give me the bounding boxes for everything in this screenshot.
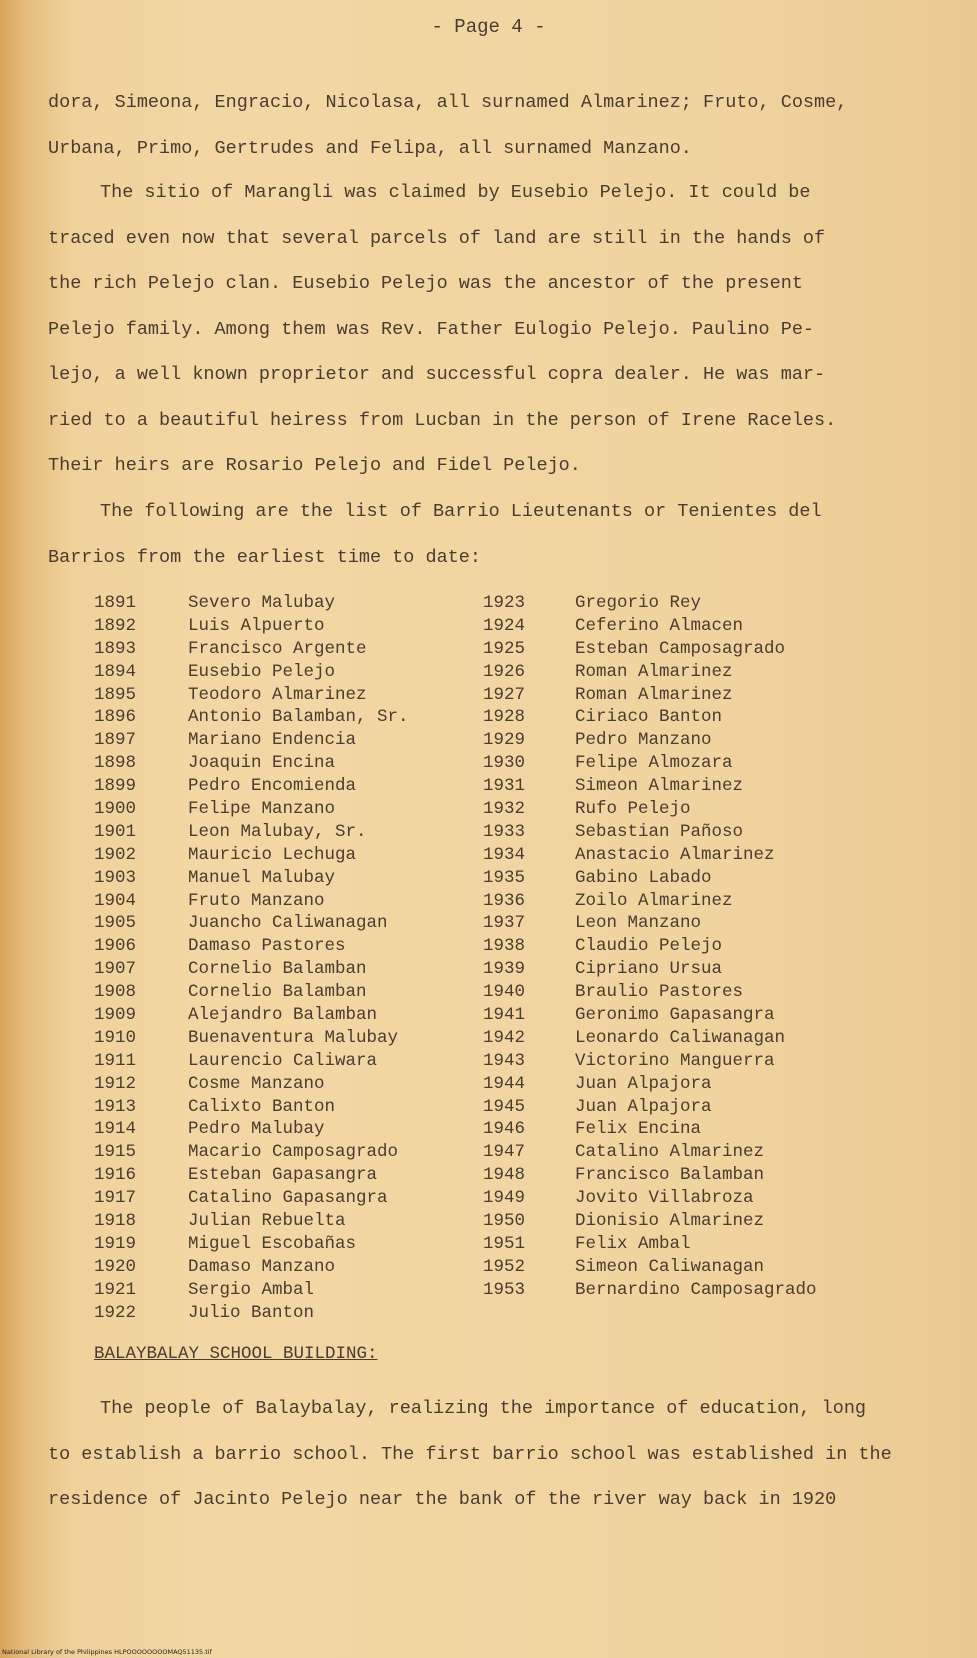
table-row (94, 1210, 875, 1233)
text-line: dora, Simeona, Engracio, Nicolasa, all surnamed Almarinez; Fruto, Cosme, (48, 92, 848, 113)
name-cell: Alejandro Balamban (188, 1005, 378, 1026)
name-cell: Rufo Pelejo (575, 799, 691, 820)
name-cell: Cosme Manzano (188, 1073, 325, 1094)
year-cell: 1951 (483, 1233, 526, 1254)
year-cell: 1926 (483, 661, 526, 682)
name-cell: Mauricio Lechuga (188, 844, 357, 865)
table-row (94, 821, 875, 844)
table-row (94, 684, 875, 707)
name-cell: Ciriaco Banton (575, 707, 723, 728)
year-cell: 1916 (94, 1165, 137, 1186)
name-cell: Leon Manzano (575, 913, 702, 934)
year-cell: 1908 (94, 982, 137, 1003)
table-row (94, 958, 875, 981)
name-cell: Simeon Caliwanagan (575, 1256, 765, 1277)
year-cell: 1952 (483, 1256, 526, 1277)
page-number-header: - Page 4 - (431, 16, 546, 38)
table-row (94, 729, 875, 752)
name-cell: Juancho Caliwanagan (188, 913, 388, 934)
year-cell: 1920 (94, 1256, 137, 1277)
name-cell: Eusebio Pelejo (188, 661, 336, 682)
name-cell: Claudio Pelejo (575, 936, 723, 957)
table-row (94, 752, 875, 775)
year-cell: 1944 (483, 1073, 526, 1094)
year-cell: 1904 (94, 890, 137, 911)
text-line: Their heirs are Rosario Pelejo and Fidel Pelejo. (48, 455, 581, 476)
year-cell: 1895 (94, 684, 137, 705)
name-cell: Macario Camposagrado (188, 1142, 399, 1163)
name-cell: Julio Banton (188, 1302, 315, 1323)
table-row (94, 1187, 875, 1210)
year-cell: 1929 (483, 730, 526, 751)
name-cell: Sebastian Pañoso (575, 821, 744, 842)
name-cell: Juan Alpajora (575, 1073, 712, 1094)
year-cell: 1928 (483, 707, 526, 728)
year-cell: 1893 (94, 638, 137, 659)
year-cell: 1900 (94, 799, 137, 820)
text-line: The people of Balaybalay, realizing the importance of education, long (100, 1398, 867, 1419)
year-cell: 1901 (94, 821, 137, 842)
name-cell: Roman Almarinez (575, 661, 733, 682)
name-cell: Leonardo Caliwanagan (575, 1027, 786, 1048)
year-cell: 1925 (483, 638, 526, 659)
name-cell: Sergio Ambal (188, 1279, 315, 1300)
name-cell: Cipriano Ursua (575, 959, 723, 980)
table-row (94, 1233, 875, 1256)
year-cell: 1918 (94, 1211, 137, 1232)
name-cell: Gabino Labado (575, 867, 712, 888)
name-cell: Geronimo Gapasangra (575, 1005, 775, 1026)
year-cell: 1912 (94, 1073, 137, 1094)
name-cell: Catalino Gapasangra (188, 1188, 388, 1209)
table-row (94, 1050, 875, 1073)
name-cell: Anastacio Almarinez (575, 844, 775, 865)
text-line: Urbana, Primo, Gertrudes and Felipa, all surnamed Manzano. (48, 137, 692, 159)
name-cell: Joaquin Encina (188, 753, 336, 774)
name-cell: Esteban Camposagrado (575, 638, 786, 659)
text-line: lejo, a well known proprietor and successful copra dealer. He was mar- (48, 364, 826, 385)
name-cell: Pedro Manzano (575, 730, 712, 751)
paragraph-heirs (48, 80, 948, 171)
name-cell: Esteban Gapasangra (188, 1165, 378, 1186)
year-cell: 1909 (94, 1005, 137, 1026)
year-cell: 1943 (483, 1050, 526, 1071)
lieutenants-list (94, 592, 875, 1325)
table-row (94, 638, 875, 661)
year-cell: 1953 (483, 1279, 526, 1300)
table-row (94, 1256, 875, 1279)
table-row (94, 935, 875, 958)
paragraph-list-intro (48, 489, 948, 580)
name-cell: Catalino Almarinez (575, 1142, 765, 1163)
name-cell: Mariano Endencia (188, 730, 357, 751)
table-row (94, 1096, 875, 1119)
year-cell: 1947 (483, 1142, 526, 1163)
year-cell: 1913 (94, 1096, 137, 1117)
year-cell: 1906 (94, 936, 137, 957)
table-row (94, 1302, 875, 1325)
name-cell: Calixto Banton (188, 1096, 336, 1117)
year-cell: 1948 (483, 1165, 526, 1186)
year-cell: 1924 (483, 615, 526, 636)
archive-footer: National Library of the Philippines HLPOOOOOOOOMAQ51135.tif (2, 1648, 212, 1656)
year-cell: 1950 (483, 1211, 526, 1232)
year-cell: 1910 (94, 1027, 137, 1048)
table-row (94, 1141, 875, 1164)
year-cell: 1915 (94, 1142, 137, 1163)
year-cell: 1934 (483, 844, 526, 865)
text-line: The sitio of Marangli was claimed by Eusebio Pelejo. It could be (100, 182, 811, 203)
text-line: Barrios from the earliest time to date: (48, 546, 481, 568)
year-cell: 1923 (483, 593, 526, 613)
year-cell: 1940 (483, 982, 526, 1003)
name-cell: Pedro Malubay (188, 1119, 325, 1140)
table-row (94, 890, 875, 913)
name-cell: Luis Alpuerto (188, 615, 325, 636)
table-row (94, 592, 875, 615)
table-row (94, 1004, 875, 1027)
name-cell: Laurencio Caliwara (188, 1050, 378, 1071)
text-line: Pelejo family. Among them was Rev. Father Eulogio Pelejo. Paulino Pe- (48, 318, 815, 340)
year-cell: 1894 (94, 661, 137, 682)
year-cell: 1919 (94, 1233, 137, 1254)
year-cell: 1935 (483, 867, 526, 888)
table-row (94, 912, 875, 935)
table-row (94, 1073, 875, 1096)
year-cell: 1949 (483, 1188, 526, 1209)
year-cell: 1911 (94, 1050, 137, 1071)
year-cell: 1897 (94, 730, 137, 751)
text-line: to establish a barrio school. The first barrio school was established in the (48, 1443, 892, 1465)
name-cell: Fruto Manzano (188, 890, 325, 911)
table-row (94, 844, 875, 867)
name-cell: Felipe Almozara (575, 753, 733, 774)
name-cell: Dionisio Almarinez (575, 1211, 765, 1232)
name-cell: Ceferino Almacen (575, 615, 744, 636)
table-row (94, 775, 875, 798)
paragraph-school (48, 1386, 948, 1523)
text-line: ried to a beautiful heiress from Lucban in the person of Irene Raceles. (48, 409, 837, 431)
name-cell: Buenaventura Malubay (188, 1027, 399, 1048)
year-cell (483, 1302, 575, 1325)
paragraph-marangli (48, 170, 948, 489)
year-cell: 1937 (483, 913, 526, 934)
year-cell: 1907 (94, 959, 137, 980)
year-cell: 1896 (94, 707, 137, 728)
table-row (94, 615, 875, 638)
year-cell: 1938 (483, 936, 526, 957)
year-cell: 1891 (94, 593, 137, 613)
text-line: traced even now that several parcels of land are still in the hands of (48, 227, 826, 249)
text-line: the rich Pelejo clan. Eusebio Pelejo was the ancestor of the present (48, 273, 803, 294)
name-cell (575, 1302, 875, 1325)
table-row (94, 706, 875, 729)
table-row (94, 1279, 875, 1302)
year-cell: 1903 (94, 867, 137, 888)
name-cell: Juan Alpajora (575, 1096, 712, 1117)
name-cell: Julian Rebuelta (188, 1211, 346, 1232)
name-cell: Leon Malubay, Sr. (188, 821, 367, 842)
text-line: residence of Jacinto Pelejo near the bank of the river way back in 1920 (48, 1489, 837, 1510)
name-cell: Antonio Balamban, Sr. (188, 707, 409, 728)
year-cell: 1905 (94, 913, 137, 934)
year-cell: 1922 (94, 1302, 137, 1323)
name-cell: Severo Malubay (188, 593, 336, 613)
name-cell: Zoilo Almarinez (575, 890, 733, 911)
table-row (94, 981, 875, 1004)
name-cell: Felipe Manzano (188, 799, 336, 820)
name-cell: Felix Encina (575, 1119, 702, 1140)
name-cell: Felix Ambal (575, 1233, 691, 1254)
name-cell: Bernardino Camposagrado (575, 1279, 817, 1300)
table-row (94, 661, 875, 684)
year-cell: 1914 (94, 1119, 137, 1140)
name-cell: Cornelio Balamban (188, 982, 367, 1003)
name-cell: Teodoro Almarinez (188, 684, 367, 705)
name-cell: Victorino Manguerra (575, 1050, 775, 1071)
year-cell: 1921 (94, 1279, 137, 1300)
year-cell: 1939 (483, 959, 526, 980)
year-cell: 1932 (483, 799, 526, 820)
name-cell: Roman Almarinez (575, 684, 733, 705)
name-cell: Francisco Argente (188, 638, 367, 659)
year-cell: 1931 (483, 776, 526, 797)
table-row (94, 1118, 875, 1141)
year-cell: 1945 (483, 1096, 526, 1117)
name-cell: Gregorio Rey (575, 593, 702, 613)
name-cell: Francisco Balamban (575, 1165, 765, 1186)
table-row (94, 1027, 875, 1050)
text-line: The following are the list of Barrio Lieutenants or Tenientes del (100, 501, 822, 522)
year-cell: 1898 (94, 753, 137, 774)
name-cell: Miguel Escobañas (188, 1233, 357, 1254)
year-cell: 1917 (94, 1188, 137, 1209)
name-cell: Damaso Manzano (188, 1256, 336, 1277)
name-cell: Damaso Pastores (188, 936, 346, 957)
year-cell: 1899 (94, 776, 137, 797)
year-cell: 1946 (483, 1119, 526, 1140)
year-cell: 1892 (94, 615, 137, 636)
name-cell: Cornelio Balamban (188, 959, 367, 980)
name-cell: Simeon Almarinez (575, 776, 744, 797)
year-cell: 1902 (94, 844, 137, 865)
table-row (94, 798, 875, 821)
table-row (94, 1164, 875, 1187)
year-cell: 1936 (483, 890, 526, 911)
year-cell: 1933 (483, 821, 526, 842)
name-cell: Braulio Pastores (575, 982, 744, 1003)
section-heading: BALAYBALAY SCHOOL BUILDING: (94, 1344, 378, 1364)
year-cell: 1942 (483, 1027, 526, 1048)
year-cell: 1927 (483, 684, 526, 705)
name-cell: Jovito Villabroza (575, 1188, 754, 1209)
year-cell: 1941 (483, 1005, 526, 1026)
name-cell: Manuel Malubay (188, 867, 336, 888)
year-cell: 1930 (483, 753, 526, 774)
name-cell: Pedro Encomienda (188, 776, 357, 797)
table-row (94, 867, 875, 890)
